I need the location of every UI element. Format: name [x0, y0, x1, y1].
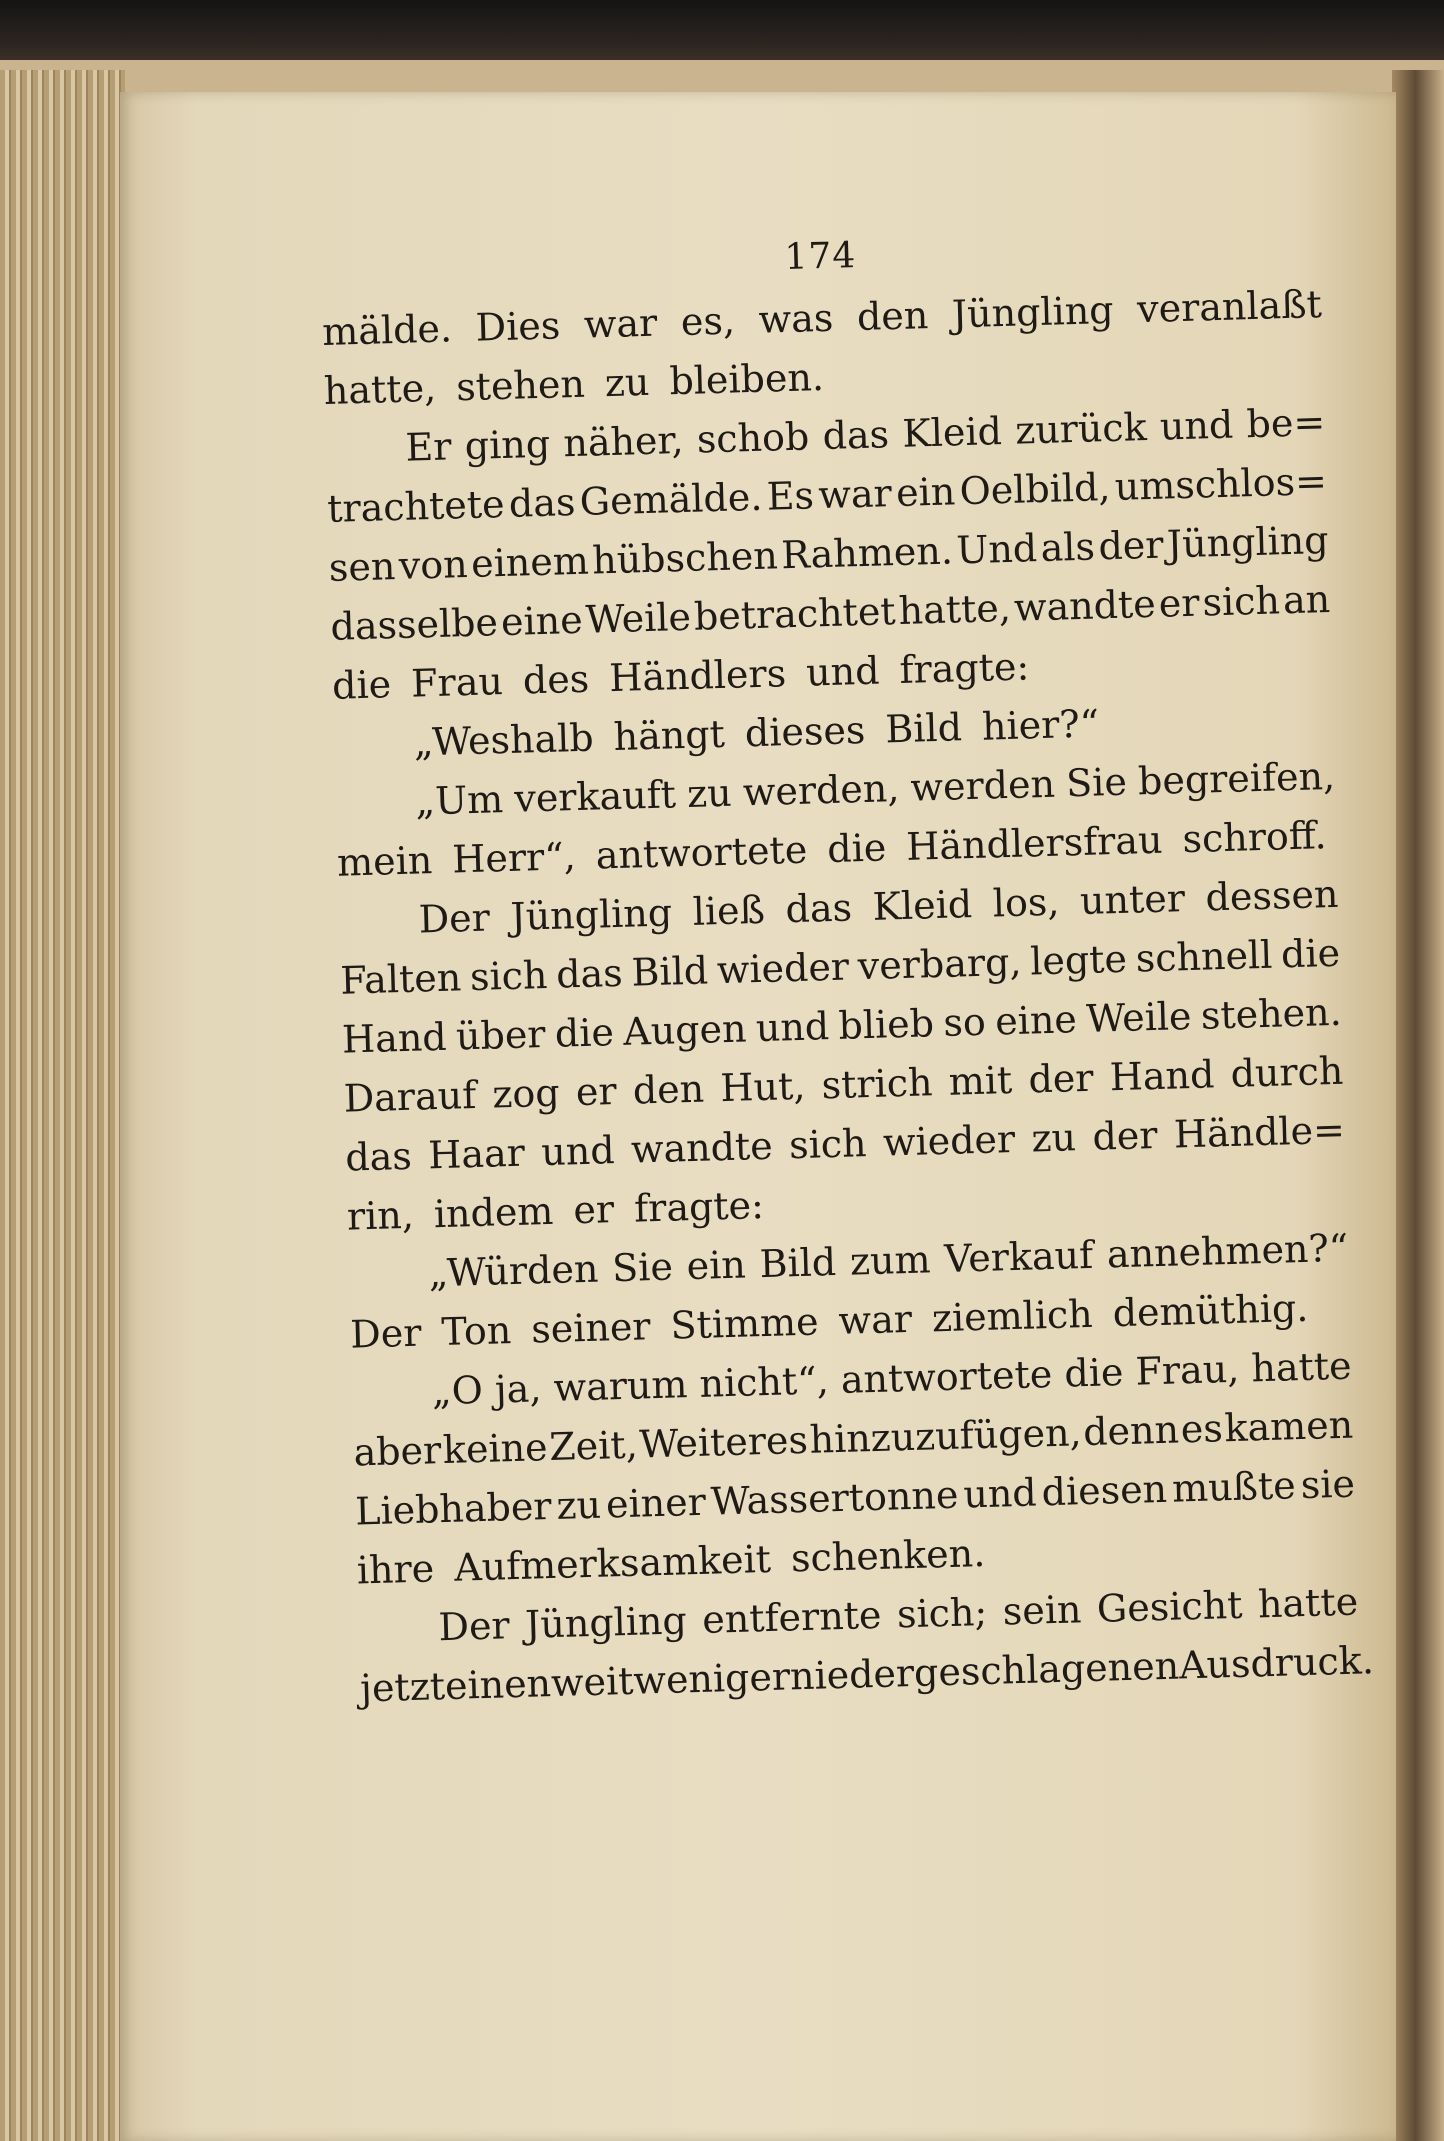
text-line: trachtete das Gemälde. Es war ein Oelbild, umschlos= [326, 458, 1328, 531]
page-text [320, 222, 1375, 1718]
text-line: Darauf zog er den Hut, strich mit der Hand durch [343, 1048, 1344, 1121]
text-line: die Frau des Händlers und fragte: [331, 644, 1030, 708]
page-edges [0, 70, 125, 2141]
text-line: rin, indem er fragte: [346, 1182, 765, 1239]
text-line: aber keine Zeit, Weiteres hinzuzufügen, denn es kamen [352, 1402, 1354, 1475]
text-line: Der Jüngling entfernte sich; sein Gesicht hatte [437, 1579, 1359, 1650]
book-gutter [1392, 70, 1444, 2141]
text-line: mein Herr“, antwortete die Händlersfrau schroff. [336, 813, 1328, 885]
text-line: Der Jüngling ließ das Kleid los, unter dessen [418, 871, 1339, 942]
text-line: Er ging näher, schob das Kleid zurück und be= [404, 400, 1326, 470]
text-line: „Weshalb hängt dieses Bild hier?“ [413, 701, 1100, 765]
text-line: „O ja, warum nicht“, antwortete die Frau, hatte [431, 1343, 1353, 1414]
text-line: Hand über die Augen und blieb so eine Weile stehen. [341, 989, 1343, 1062]
text-line: Falten sich das Bild wieder verbarg, legte schnell die [339, 930, 1341, 1003]
text-line: hatte, stehen zu bleiben. [323, 354, 825, 413]
text-lines [321, 275, 1375, 1718]
text-line: Liebhaber zu einer Wassertonne und diesen mußte sie [354, 1461, 1356, 1534]
page-number: 174 [783, 235, 857, 279]
text-line: Der Ton seiner Stimme war ziemlich demüthig. [349, 1285, 1309, 1357]
text-line: das Haar und wandte sich wieder zu der Händle= [344, 1107, 1346, 1180]
text-line: sen von einem hübschen Rahmen. Und als der Jüngling [328, 517, 1330, 590]
text-line: „Würden Sie ein Bild zum Verkauf annehmen?“ [428, 1225, 1349, 1296]
text-line: dasselbe eine Weile betrachtet hatte, wandte er sich an [329, 576, 1331, 649]
text-line: ihre Aufmerksamkeit schenken. [356, 1530, 986, 1593]
text-line: mälde. Dies war es, was den Jüngling veranlaßt [321, 282, 1323, 354]
text-line: „Um verkauft zu werden, werden Sie begreifen, [414, 753, 1336, 824]
text-line: jetzt einen weit weniger niedergeschlagenen Ausdruck. [359, 1638, 1375, 1711]
